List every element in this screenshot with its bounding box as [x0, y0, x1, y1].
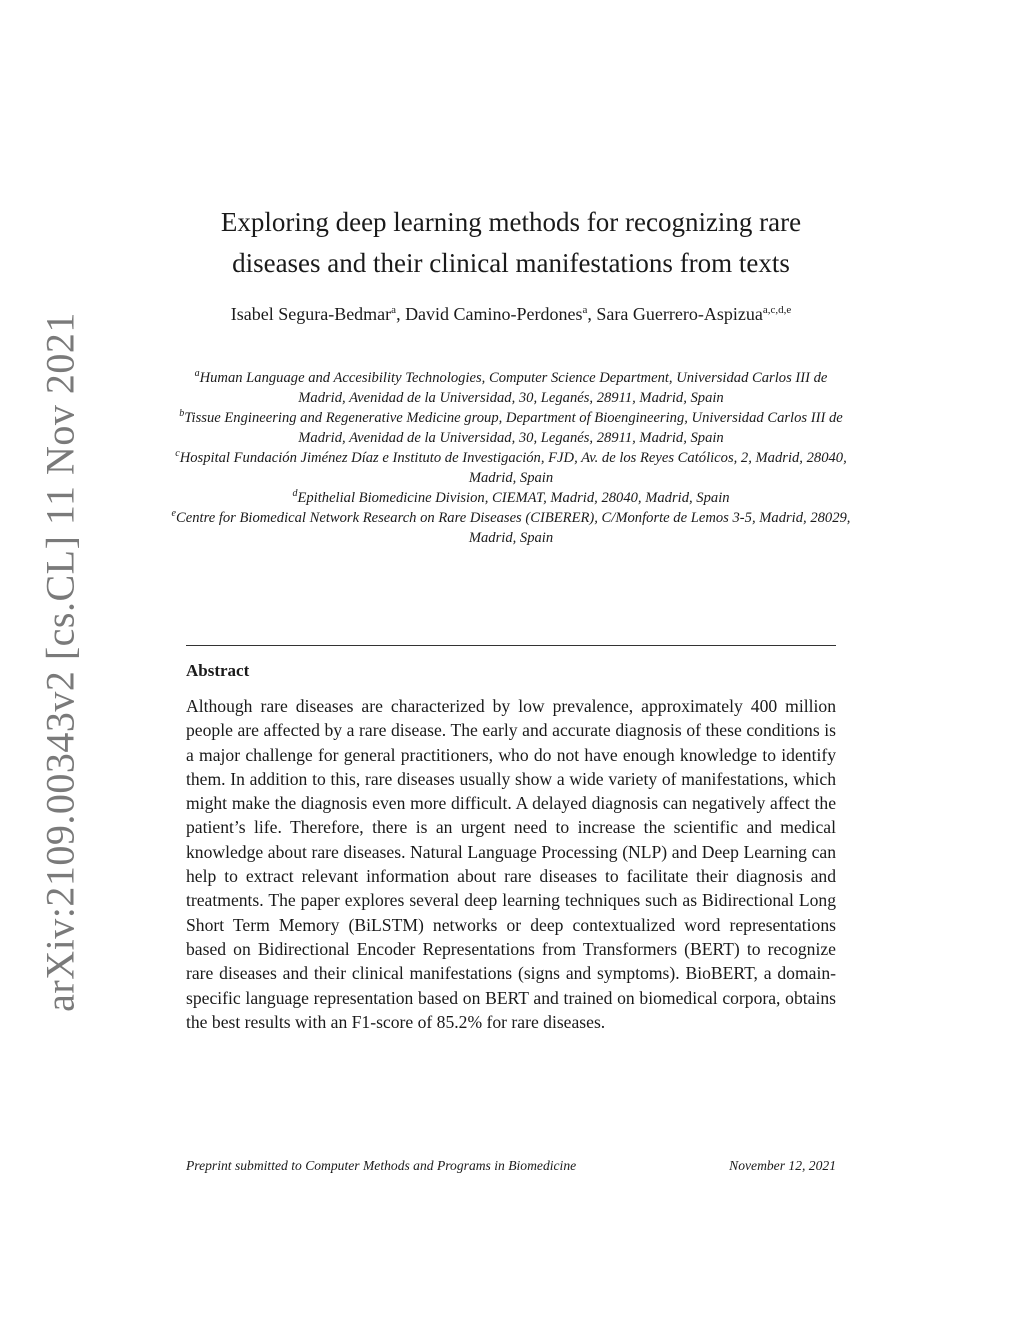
journal-note: Preprint submitted to Computer Methods and Programs in Biomedicine — [186, 1158, 577, 1173]
preprint-footer — [186, 1158, 836, 1174]
author: Isabel Segura-Bedmar$^a$, — [230, 304, 406, 324]
date: November 12, 2021 — [729, 1158, 836, 1173]
abstract-text: Although rare diseases are characterized by low prevalence, approximately 400 million people are affected by a rare disease. The early and accurate diagnosis of these conditions is a major challenge for general practitioners, who do not have enough knowledge to identify them. In addition to this, rare diseases usually show a wide variety of manifestations, which might make the diagnosis even more difficult. A delayed diagnosis can negatively affect the patient’s life. Therefore, there is an urgent need to increase the scientific and medical knowledge about rare diseases. Natural Language Processing (NLP) and Deep Learning can help to extract relevant information about rare diseases to facilitate their diagnosis and treatments. The paper explores several deep learning techniques such as Bidirectional Long Short Term Memory (BiLSTM) networks or deep contextualized word representations based on Bidirectional Encoder Representations from Transformers (BERT) to recognize rare diseases and their clinical manifestations (signs and symptoms). BioBERT, a domain-specific language representation based on BERT and trained on biomedical corpora, obtains the best results with an F1-score of 85.2% for rare diseases. — [186, 696, 836, 1032]
author: Sara Guerrero-Aspizua$^{a,c,d,e}$ — [596, 304, 792, 324]
affiliation-list — [170, 368, 852, 548]
affiliation: $^d$Epithelial Biomedicine Division, CIEMAT, Madrid, 28040, Madrid, Spain — [292, 488, 730, 506]
affiliation: $^e$Centre for Biomedical Network Research on Rare Diseases (CIBERER), C/Monforte de Lemos 3-5, Madrid, 28029, Madrid, Spain — [171, 508, 851, 546]
divider — [186, 645, 836, 646]
affiliation: $^a$Human Language and Accesibility Technologies, Computer Science Department, Universidad Carlos III de Madrid, Avenidad de la Universidad, 30, Leganés, 28911, Madrid, Spain — [194, 368, 828, 406]
arxiv-identifier: arXiv:2109.00343v2 [cs.CL] 11 Nov 2021 — [37, 312, 83, 1012]
author-list — [186, 302, 836, 326]
affiliation: $^c$Hospital Fundación Jiménez Díaz e Instituto de Investigación, FJD, Av. de los Reyes Católicos, 2, Madrid, 28040, Madrid, Spain — [175, 448, 847, 486]
paper-title: Exploring deep learning methods for recognizing rare diseases and their clinical manifestations from texts — [220, 207, 802, 278]
affiliation: $^b$Tissue Engineering and Regenerative Medicine group, Department of Bioengineering, Universidad Carlos III de Madrid, Avenidad de la Universidad, 30, Leganés, 28911, Madrid, Spain — [179, 408, 843, 446]
abstract-heading: Abstract — [186, 661, 250, 680]
author: David Camino-Perdones$^a$, — [405, 304, 597, 324]
